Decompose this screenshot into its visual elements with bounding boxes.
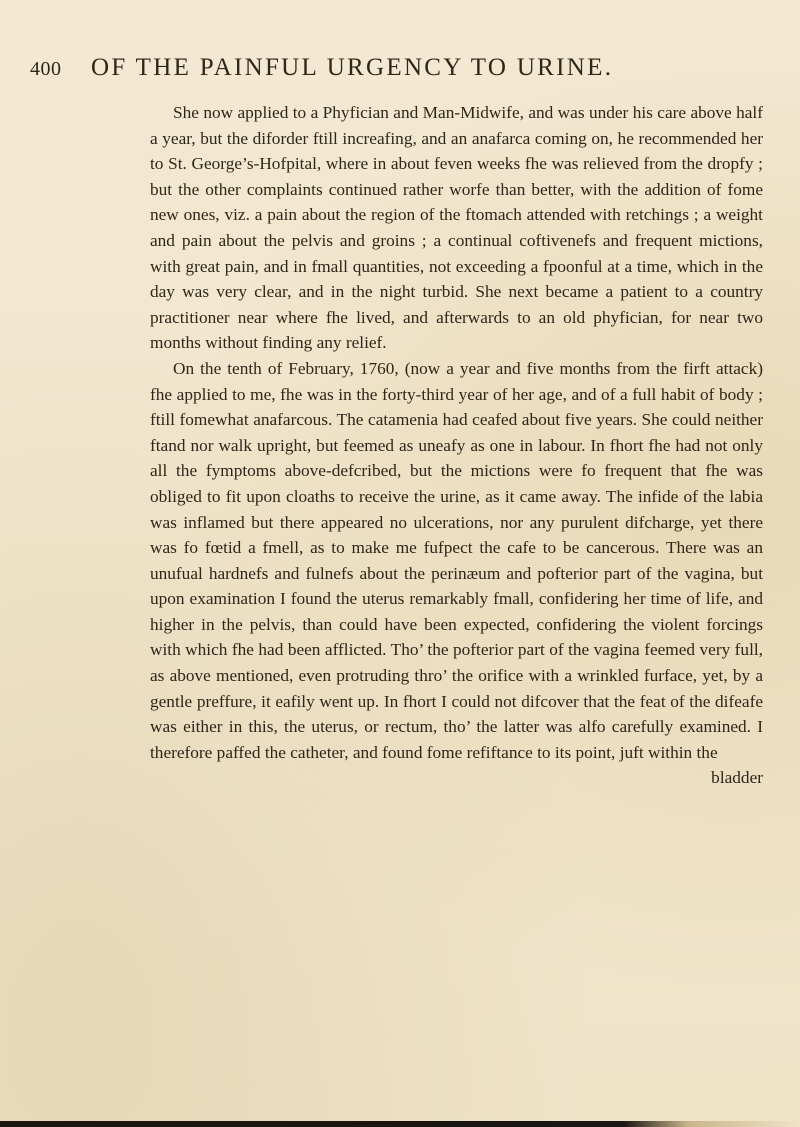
page-bottom-edge bbox=[0, 1121, 800, 1127]
paragraph: On the tenth of February, 1760, (now a year and five months from the firft attack) fhe applied to me, fhe was in the forty-third year of her age, and of a full habit of body ; ftill fomewhat anafarcous. The catamenia had ceafed about five years. She could neither ftand nor walk upright, but feemed as uneafy as one in labour. In fhort fhe had not only all the fymptoms above-defcribed, but the mictions were fo frequent that fhe was obliged to fit upon cloaths to receive the urine, as it came away. The infide of the labia was inflamed but there appeared no ulcerations, nor any purulent difcharge, yet there was fo fœtid a fmell, as to make me fufpect the cafe to be cancerous. There was an unufual hardnefs and fulnefs about the perinæum and pofterior part of the vagina, but upon examination I found the uterus remarkably fmall, confidering her time of life, and higher in the pelvis, than could have been expected, confidering the violent forcings with which fhe had been afflicted. Tho’ the pofterior part of the vagina feemed very full, as above mentioned, even protruding thro’ the orifice with a wrinkled furface, yet, by a gentle preffure, it eafily went up. In fhort I could not difcover that the feat of the difeafe was either in this, the uterus, or rectum, tho’ the latter was alfo carefully examined. I therefore paffed the catheter, and found fome refiftance to its point, juft within the bbox=[150, 358, 763, 762]
body-text bbox=[150, 100, 763, 791]
paragraph: She now applied to a Phyfician and Man-Midwife, and was under his care above half a year, but the diforder ftill increafing, and an anafarca coming on, he recommended her to St. George’s-Hofpital, where in about feven weeks fhe was relieved from the dropfy ; but the other complaints continued rather worfe than better, with the addition of fome new ones, viz. a pain about the region of the ftomach attended with retchings ; a weight and pain about the pelvis and groins ; a continual coftivenefs and frequent mictions, with great pain, and in fmall quantities, not exceeding a fpoonful at a time, which in the day was very clear, and in the night turbid. She next became a patient to a country practitioner near where fhe lived, and afterwards to an old phyfician, for near two months without finding any relief. bbox=[150, 103, 763, 353]
page-number: 400 bbox=[30, 58, 62, 80]
catchword: bladder bbox=[711, 768, 763, 788]
page-header bbox=[30, 54, 770, 98]
running-head: OF THE PAINFUL URGENCY TO URINE. bbox=[91, 54, 614, 81]
